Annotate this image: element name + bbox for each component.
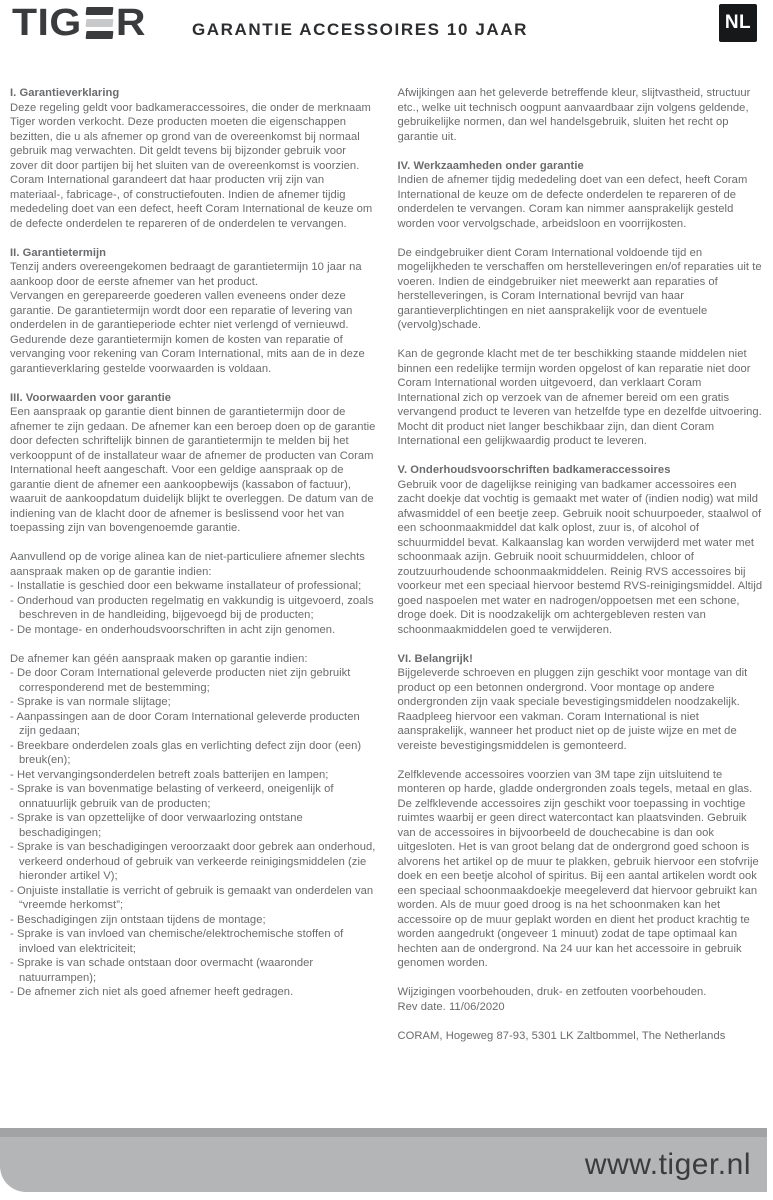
section-heading: IV. Werkzaamheden onder garantie (397, 159, 584, 172)
list-item: - Sprake is van schade ontstaan door overmacht (waaronder natuurrampen); (10, 956, 376, 985)
paragraph: Tenzij anders overeengekomen bedraagt de garantietermijn 10 jaar na aankoop door de eerste afnemer van het product. (10, 261, 362, 288)
list-item: - Onjuiste installatie is verricht of gebruik is gemaakt van onderdelen van “vreemde herkomst”; (10, 884, 376, 913)
list-item: - Sprake is van opzettelijke of door verwaarlozing ontstane beschadigingen; (10, 811, 376, 840)
list-item: - Sprake is van beschadigingen veroorzaakt door gebrek aan onderhoud, verkeerd onderhoud of gebruik van verkeerde reinigingsmiddelen (zie hieronder artikel V); (10, 840, 376, 884)
list-item: - Breekbare onderdelen zoals glas en verlichting defect zijn door (een) breuk(en); (10, 739, 376, 768)
language-badge: NL (719, 4, 757, 42)
paragraph: Gedurende deze garantietermijn komen de kosten van reparatie of vervanging voor rekening van Coram International, mits aan de in deze garantieverklaring gestelde voorwaarden is voldaan. (10, 333, 365, 375)
list-item: - Sprake is van invloed van chemische/elektrochemische stoffen of invloed van elektriciteit; (10, 927, 376, 956)
page-title: GARANTIE ACCESSOIRES 10 JAAR (191, 20, 529, 39)
bullet-list (10, 579, 376, 637)
paragraph: Afwijkingen aan het geleverde betreffende kleur, slijtvastheid, structuur etc., welke uit technisch oogpunt aanvaardbaar zijn volgens geldende, gebruikelijke normen, dan wel handelsgebruik, sluiten het recht op garantie uit. (397, 87, 751, 143)
footer-bar (0, 1137, 767, 1192)
list-item: - Het vervangingsonderdelen betreft zoals batterijen en lampen; (10, 768, 376, 783)
bullet-list (10, 666, 376, 1000)
paragraph: Rev date. 11/06/2020 (397, 1000, 505, 1013)
section-heading: III. Voorwaarden voor garantie (10, 391, 172, 404)
website-url: www.tiger.nl (584, 1147, 751, 1181)
logo-text-tig: TIG (12, 0, 82, 44)
paragraph: Vervangen en gerepareerde goederen vallen eveneens onder deze garantie. De garantietermijn wordt door een reparatie of levering van onderdelen in de garantieperiode echter niet verlengd of vernieuwd. (10, 290, 353, 331)
paragraph: De eindgebruiker dient Coram International voldoende tijd en mogelijkheden te verschaffen om herstelleveringen en/of reparaties uit te voeren. Indien de eindgebruiker niet meewerkt aan reparaties of herstelleveringen, is Coram International bevrijd van haar garantieverplichtingen en niet aansprakelijk voor de eventuele (vervolg)schade. (397, 246, 762, 331)
paragraph: Indien de afnemer tijdig mededeling doet van een defect, heeft Coram International de keuze om de defecte onderdelen te repareren of de onderdelen te vervangen. Coram kan nimmer aansprakelijk gesteld worden voor vervolgschade, arbeidsloon en voorrijkosten. (397, 174, 748, 230)
right-column (398, 86, 764, 1043)
list-item: - Installatie is geschied door een bekwame installateur of professional; (10, 579, 376, 594)
logo-text-r: R (115, 0, 146, 44)
paragraph: Kan de gegronde klacht met de ter beschikking staande middelen niet binnen een redelijke termijn worden opgelost of kan reparatie niet door Coram International worden uitgevoerd, dan verklaart Coram International zich op verzoek van de afnemer bereid om een gratis vervangend product te leveren van hetzelfde type en dezelfde uitvoering. Mocht dit product niet langer beschikbaar zijn, dan dient Coram International een gelijkwaardig product te leveren. (397, 348, 762, 447)
section-heading: I. Garantieverklaring (10, 87, 120, 99)
list-item: - Aanpassingen aan de door Coram International geleverde producten zijn gedaan; (10, 710, 376, 739)
paragraph: Een aanspraak op garantie dient binnen de garantietermijn door de afnemer te zijn gedaan. De afnemer kan een beroep doen op de garantie door defecten schriftelijk binnen de garantietermijn te melden bij het verkooppunt of de installateur waar de afnemer de producten van Coram International heeft aangeschaft. Voor een geldige aanspraak op de garantie dient de afnemer een aankoopbewijs (kassabon of factuur), waaruit de aankoopdatum duidelijk blijkt te overleggen. De datum van de indiening van de klacht door de afnemer is beslissend voor het van toepassing zijn van bovengenoemde garantie. (10, 406, 376, 534)
paragraph: Gebruik voor de dagelijkse reiniging van badkamer accessoires een zacht doekje dat vochtig is gemaakt met water of (indien nodig) wat mild afwasmiddel of een beetje zeep. Gebruik nooit schuurpoeder, staalwol of een schoonmaakmiddel dat kalk oplost, zuur is, of alcohol of schuurmiddel bevat. Kalkaanslag kan worden verwijderd met water met schoonmaak azijn. Gebruik nooit schuurmiddelen, chloor of zoutzuurhoudende schoonmaakmiddelen. Reinig RVS accessoires bij voorkeur met een speciaal hiervoor bestemd RVS-reinigingsmiddel. Altijd goed naspoelen met water en nadrogen/oppoetsen met een schone, droge doek. Dit is noodzakelijk om achtergebleven resten van schoonmaakmiddelen goed te verwijderen. (397, 478, 763, 636)
section-heading: V. Onderhoudsvoorschriften badkameraccessoires (397, 464, 671, 476)
paragraph: Zelfklevende accessoires voorzien van 3M tape zijn uitsluitend te monteren op harde, gladde ondergronden zoals tegels, metaal en glas. De zelfklevende accessoires zijn geschikt voor toepassing in vochtige ruimtes waarbij er geen direct watercontact kan plaatsvinden. Gebruik van de accessoires in bijvoorbeeld de douchecabine is dan ook uitgesloten. Het is van groot belang dat de ondergrond goed schoon is alvorens het artikel op de muur te plakken, gebruik hiervoor een stofvrije doek en een beetje alcohol of spiritus. Bij een aantal artikelen wordt ook een speciaal schoonmaakdoekje meegeleverd dat hiervoor gebruikt kan worden. Als de muur goed droog is na het schoonmaken kan het accessoire op de muur geplakt worden en dient het product krachtig te worden aangedrukt (ongeveer 1 minuut) zodat de tape optimaal kan hechten aan de ondergrond. Na 24 uur kan het accessoire in gebruik genomen worden. (397, 768, 759, 969)
section-heading: II. Garantietermijn (10, 246, 107, 259)
list-item: - De afnemer zich niet als goed afnemer heeft gedragen. (10, 985, 376, 1000)
document-footer (0, 1128, 767, 1192)
document-header (0, 0, 773, 50)
paragraph: Aanvullend op de vorige alinea kan de niet-particuliere afnemer slechts aanspraak maken op de garantie indien: (10, 551, 365, 578)
logo-e-bars-icon (86, 7, 113, 39)
paragraph: De afnemer kan géén aanspraak maken op garantie indien: (10, 652, 308, 665)
paragraph: CORAM, Hogeweg 87-93, 5301 LK Zaltbommel, The Netherlands (397, 1029, 726, 1042)
list-item: - Beschadigingen zijn ontstaan tijdens de montage; (10, 913, 376, 928)
footer-top-strip (0, 1128, 767, 1137)
list-item: - De montage- en onderhoudsvoorschriften in acht zijn genomen. (10, 623, 376, 638)
document-body (0, 50, 773, 1043)
list-item: - De door Coram International geleverde producten niet zijn gebruikt corresponderend met de bestemming; (10, 666, 376, 695)
list-item: - Sprake is van bovenmatige belasting of verkeerd, oneigenlijk of onnatuurlijk gebruik van de producten; (10, 782, 376, 811)
list-item: - Sprake is van normale slijtage; (10, 695, 376, 710)
tiger-logo (12, 2, 146, 43)
section-heading: VI. Belangrijk! (397, 652, 473, 665)
list-item: - Onderhoud van producten regelmatig en vakkundig is uitgevoerd, zoals beschreven in de handleiding, bijgevoegd bij de producten; (10, 594, 376, 623)
paragraph: Bijgeleverde schroeven en pluggen zijn geschikt voor montage van dit product op een betonnen ondergrond. Voor montage op andere ondergronden zijn vaak speciale bevestigingsmiddelen noodzakelijk. Raadpleeg hiervoor een vakman. Coram International is niet aansprakelijk, wanneer het product niet op de juiste wijze en met de vereiste bevestigingsmiddelen is gemonteerd. (397, 667, 748, 752)
paragraph: Deze regeling geldt voor badkameraccessoires, die onder de merknaam Tiger worden verkocht. Deze producten moeten die eigenschappen bezitten, die u als afnemer op grond van de overeenkomst bij normaal gebruik mag verwachten. Dit geldt tevens bij bijzonder gebruik voor zover dit door partijen bij het sluiten van de overeenkomst is voorzien. Coram International garandeert dat haar producten vrij zijn van materiaal-, fabricage-, of constructiefouten. Indien de afnemer tijdig mededeling doet van een defect, heeft Coram International de keuze om de defecte onderdelen te repareren of de onderdelen te vervangen. (10, 101, 373, 230)
left-column (10, 86, 376, 1043)
paragraph: Wijzigingen voorbehouden, druk- en zetfouten voorbehouden. (397, 986, 707, 998)
